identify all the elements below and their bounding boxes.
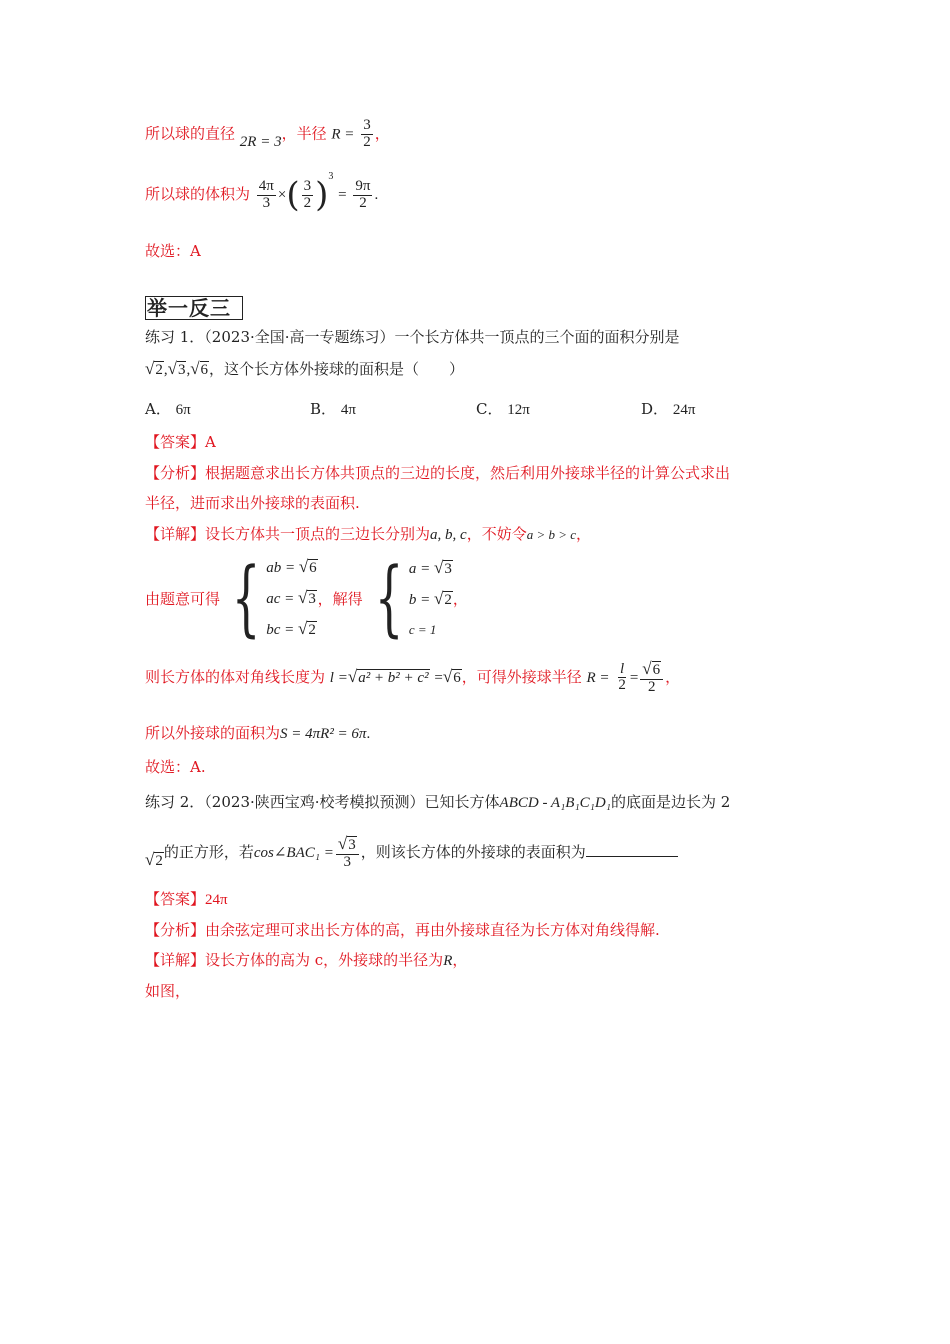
equals-sign: = [338,187,347,203]
given-eq-ab-root: 6 [309,560,317,576]
ex1-title: 练习 1．（2023·全国·高一专题练习）一个长方体共一顶点的三个面的面积分别是 [145,328,680,346]
option-b[interactable] [310,398,356,419]
detail-text-1b: ，不妨令 [466,525,527,543]
prev-diameter-text: 所以球的直径 [145,124,236,143]
solve-eq-a: a = √3 [408,557,452,577]
given-prefix: 由题意可得 [145,590,221,608]
ex1-diagonal-line: 则长方体的体对角线长度为 l =√a² + b² + c² =√6，可得外接球半径 R = $\frac{l}{2}$ = $\frac{√6}{2}$ ， [145,659,681,695]
option-d-label: D． [641,400,669,418]
sep-2: , [186,362,191,378]
ex2-cos-frac: $\frac{√3}{3}$ [336,835,359,871]
ex2-cos-expr: cos∠BAC₁ = [253,844,334,861]
ex1-question: ，这个长方体外接球的面积是（ ） [209,360,465,378]
ex2-analysis-tag: 【分析】 [145,921,206,939]
answer-blank[interactable] [586,842,678,857]
area-end: . [366,726,371,742]
radius-R: R = [331,126,355,143]
radius-label: ，半径 [281,124,327,143]
answer-tag: 【答案】 [145,433,206,451]
right-paren: ) [315,175,329,215]
section-heading-text: 举一反三 [147,296,231,320]
volume-formula [255,171,379,215]
cube-exponent: 3 [328,171,334,182]
vf3-den: 2 [359,194,367,211]
ex2-figure-note: 如图， [145,982,191,1000]
analysis-tag: 【分析】 [145,464,206,482]
ex1-title-cont-line [145,358,464,379]
given-eq-ac-lhs: ac = [266,591,298,607]
diag-l: l = [329,669,348,686]
sqrt-6: √6 [190,359,209,378]
given-eq-ab-lhs: ab = [266,560,299,576]
solve-eq-b-lhs: b = [408,591,434,608]
option-c-value: 12π [507,402,530,418]
detail-vars: a, b, c [430,527,467,543]
diag-mid: ，可得外接球半径 [461,667,582,686]
ex2-sqrt-2: √2 [145,849,163,869]
ex2-sqrt-2-arg: 2 [155,852,163,869]
given-eq-bc: bc = √2 [266,619,316,638]
vf2-den: 2 [303,194,312,211]
solve-eq-a-lhs: a = [408,560,434,577]
diag-frac-l-num: l [619,660,625,677]
ex2-line2 [145,835,678,871]
ex2-analysis-text: 由余弦定理可求出长方体的高，再由外接球直径为长方体对角线得解. [205,921,660,939]
diag-frac-l [616,662,628,695]
detail-text-1c: ， [576,525,592,543]
prev-diameter-line [145,118,390,151]
given-eq-ab: ab = √6 [266,557,317,576]
solve-end: ， [452,590,468,608]
analysis-text-1: 根据题意求出长方体共顶点的三边的长度，然后利用外接球半径的计算公式求出 [205,464,731,482]
ex2-detail-end: ， [452,951,468,969]
prev-volume-text: 所以球的体积为 [145,185,251,203]
given-eq-ac-root: 3 [308,591,316,607]
solve-system [409,553,453,645]
prev-volume-line [145,171,379,215]
option-a[interactable] [145,398,191,419]
sqrt-2-arg: 2 [155,362,163,378]
sqrt-2: √2 [145,359,163,378]
radius-fraction [361,118,373,151]
detail-tag: 【详解】 [145,525,206,543]
diag-R: R = [586,669,610,686]
ex2-cos-den: 3 [343,853,352,870]
vf2-num: 3 [303,177,312,194]
ex2-cos-num: 3 [348,837,356,853]
sqrt-3: √3 [167,359,186,378]
diag-frac-root-den: 2 [647,678,656,695]
given-eq-bc-lhs: bc = [266,622,298,638]
sqrt-3-arg: 3 [177,362,186,378]
given-eq-bc-root: 2 [308,622,316,638]
ex1-area-line [145,722,370,743]
ex2-title: 练习 2．（2023·陕西宝鸡·校考模拟预测）已知长方体 [145,793,500,811]
ex1-choice: 故选：A. [145,758,206,776]
option-c[interactable] [476,398,530,419]
solve-eq-a-root: 3 [444,560,452,577]
solve-eq-b-root: 2 [444,591,452,608]
given-brace: { [231,550,261,646]
area-prefix: 所以外接球的面积为 [145,724,281,742]
left-paren: ( [286,175,300,215]
section-heading [145,296,243,320]
ex2-title-cont: 的底面是边长为 2 [610,793,731,811]
radius-den: 2 [363,133,371,150]
ex2-detail-text: 设长方体的高为 c，外接球的半径为 [205,951,444,969]
ex2-analysis [145,919,660,940]
given-system [266,552,317,645]
ex1-answer [145,431,216,452]
vf1-num: 4π [258,177,274,194]
diag-frac-root: $\frac{√6}{2}$ [640,660,663,696]
volume-frac2 [302,179,314,212]
volume-frac1 [257,179,276,212]
ex2-solid: ABCD - A₁B₁C₁D₁ [499,795,611,811]
diag-frac-l-den: 2 [618,677,626,694]
vf1-den: 3 [262,194,271,211]
ex1-analysis-2: 半径，进而求出外接球的表面积. [145,494,360,512]
ex1-systems-line [145,552,468,645]
ex2-title-line [145,791,730,812]
prev-line1-end: ， [374,124,390,143]
diameter-expr: 2R = 3 [239,134,282,151]
ex2-line2-b: ，则该长方体的外接球的表面积为 [360,842,586,861]
option-b-label: B． [310,400,337,418]
area-expr: S = 4πR² = 6π [280,726,367,742]
solve-eq-c: c = 1 [408,621,437,637]
ex2-detail-R: R [443,953,453,969]
diag-sqrt: √a² + b² + c² [347,666,429,686]
option-a-value: 6π [175,402,191,418]
diag-eq: = [434,669,443,686]
prev-choice: 故选：A [145,242,201,260]
sqrt-6-arg: 6 [200,362,209,378]
ex1-analysis-1 [145,462,730,483]
ex2-detail [145,949,467,970]
ex2-answer [145,888,228,909]
diag-root: 6 [453,669,461,686]
option-b-value: 4π [340,402,356,418]
vf-end: . [374,187,379,203]
answer-value: A [205,433,216,451]
given-eq-ac: ac = √3 [266,588,316,607]
solve-eq-b: b = √2 [408,588,452,608]
times-sign: × [277,187,287,203]
option-d-value: 24π [672,402,696,418]
ex2-answer-tag: 【答案】 [145,890,206,908]
sep-1: , [163,362,168,378]
ex1-detail-1 [145,523,591,544]
detail-inequality: a > b > c [526,527,577,542]
ex2-line2-a: 的正方形，若 [163,842,254,861]
diag-frac-root-num: 6 [652,662,661,678]
option-d[interactable] [641,398,695,419]
ex2-detail-tag: 【详解】 [145,951,206,969]
ex2-answer-value: 24π [205,892,228,908]
volume-frac3 [353,179,372,212]
solve-prefix: ，解得 [317,590,363,608]
vf3-num: 9π [355,177,371,194]
detail-text-1: 设长方体共一顶点的三边长分别为 [205,525,431,543]
diag-end: ， [665,667,681,686]
solve-brace: { [374,550,404,646]
radius-num: 3 [363,117,371,133]
diag-radicand: a² + b² + c² [358,669,429,686]
diag-prefix: 则长方体的体对角线长度为 [145,667,326,686]
option-c-label: C． [476,400,503,418]
option-a-label: A． [145,400,171,418]
